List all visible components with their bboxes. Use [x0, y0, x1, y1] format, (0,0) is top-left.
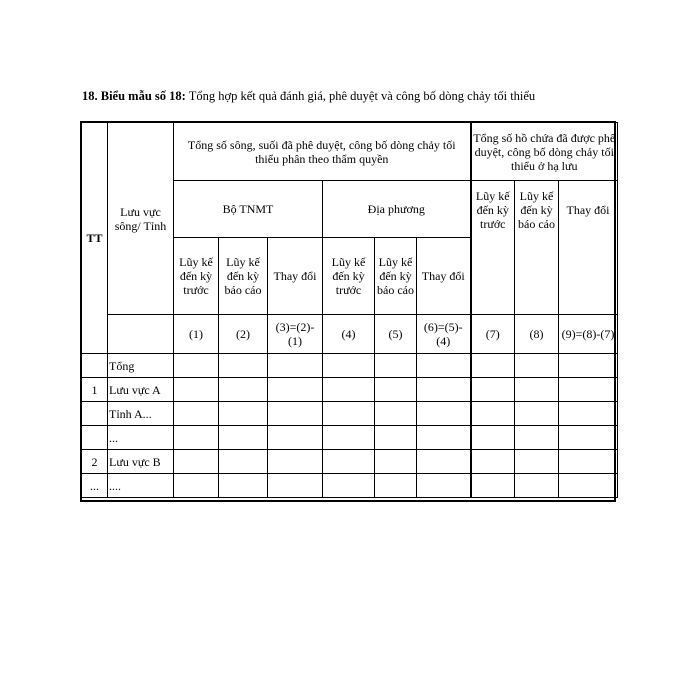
cell	[219, 402, 268, 426]
row-tt: 2	[82, 450, 108, 474]
cell	[471, 354, 515, 378]
cell	[375, 426, 417, 450]
cell	[268, 354, 323, 378]
cell	[515, 354, 559, 378]
cell	[417, 450, 471, 474]
cell	[174, 378, 219, 402]
header-loc-cum-report: Lũy kế đến kỳ báo cáo	[375, 238, 417, 315]
table-row	[82, 426, 618, 450]
cell	[174, 426, 219, 450]
row-tt	[82, 402, 108, 426]
table-row	[82, 402, 618, 426]
col-number-7: (7)	[471, 315, 515, 354]
header-loc-change: Thay đổi	[417, 238, 471, 315]
table-row	[82, 378, 618, 402]
cell	[559, 354, 618, 378]
cell	[174, 402, 219, 426]
header-row-1	[82, 123, 618, 181]
row-name: Tỉnh A...	[108, 402, 174, 426]
cell	[471, 378, 515, 402]
cell	[417, 378, 471, 402]
cell	[559, 378, 618, 402]
cell	[375, 402, 417, 426]
cell	[174, 450, 219, 474]
col-number-2: (2)	[219, 315, 268, 354]
header-min-cum-prev: Lũy kế đến kỳ trước	[174, 238, 219, 315]
col-number-8: (8)	[515, 315, 559, 354]
header-loc-cum-prev: Lũy kế đến kỳ trước	[323, 238, 375, 315]
cell	[515, 474, 559, 498]
blank-basin-cell	[108, 315, 174, 354]
cell	[323, 378, 375, 402]
cell	[219, 354, 268, 378]
table-row	[82, 474, 618, 498]
cell	[375, 450, 417, 474]
col-number-3: (3)=(2)-(1)	[268, 315, 323, 354]
col-number-9: (9)=(8)-(7)	[559, 315, 618, 354]
header-res-cum-prev: Lũy kế đến kỳ trước	[471, 181, 515, 315]
cell	[515, 378, 559, 402]
row-name: Lưu vực A	[108, 378, 174, 402]
cell	[417, 354, 471, 378]
cell	[375, 378, 417, 402]
row-name: Tổng	[108, 354, 174, 378]
row-name: ....	[108, 474, 174, 498]
cell	[219, 450, 268, 474]
cell	[471, 450, 515, 474]
cell	[515, 426, 559, 450]
cell	[219, 474, 268, 498]
cell	[515, 402, 559, 426]
summary-table	[81, 122, 618, 498]
row-tt	[82, 426, 108, 450]
header-tt: TT	[82, 123, 108, 354]
col-number-1: (1)	[174, 315, 219, 354]
cell	[323, 450, 375, 474]
cell	[471, 402, 515, 426]
cell	[375, 354, 417, 378]
row-name: ...	[108, 426, 174, 450]
cell	[268, 426, 323, 450]
row-tt: ...	[82, 474, 108, 498]
cell	[471, 474, 515, 498]
form-number: 18. Biểu mẫu số 18:	[82, 89, 186, 103]
cell	[559, 450, 618, 474]
col-number-6: (6)=(5)-(4)	[417, 315, 471, 354]
header-rivers-group: Tổng số sông, suối đã phê duyệt, công bố dòng chảy tối thiểu phân theo thẩm quyền	[174, 123, 471, 181]
row-tt: 1	[82, 378, 108, 402]
row-name: Lưu vực B	[108, 450, 174, 474]
cell	[559, 426, 618, 450]
cell	[268, 402, 323, 426]
cell	[219, 426, 268, 450]
header-reservoirs-group: Tổng số hồ chứa đã được phê duyệt, công bố dòng chảy tối thiểu ở hạ lưu	[471, 123, 618, 181]
form-title	[82, 89, 535, 104]
cell	[417, 426, 471, 450]
cell	[219, 378, 268, 402]
cell	[515, 450, 559, 474]
header-min-change: Thay đổi	[268, 238, 323, 315]
col-number-5: (5)	[375, 315, 417, 354]
col-number-4: (4)	[323, 315, 375, 354]
cell	[559, 402, 618, 426]
cell	[417, 402, 471, 426]
header-res-cum-report: Lũy kế đến kỳ báo cáo	[515, 181, 559, 315]
cell	[417, 474, 471, 498]
cell	[323, 354, 375, 378]
cell	[323, 426, 375, 450]
cell	[471, 426, 515, 450]
cell	[375, 474, 417, 498]
cell	[323, 474, 375, 498]
header-min-cum-report: Lũy kế đến kỳ báo cáo	[219, 238, 268, 315]
cell	[268, 378, 323, 402]
header-ministry: Bộ TNMT	[174, 181, 323, 238]
cell	[559, 474, 618, 498]
header-local: Địa phương	[323, 181, 471, 238]
cell	[268, 450, 323, 474]
cell	[323, 402, 375, 426]
header-row-4	[82, 315, 618, 354]
form-title-text: Tổng hợp kết quả đánh giá, phê duyệt và công bố dòng chảy tối thiểu	[185, 89, 536, 103]
cell	[174, 354, 219, 378]
header-res-change: Thay đổi	[559, 181, 618, 315]
table-row	[82, 354, 618, 378]
cell	[268, 474, 323, 498]
header-basin: Lưu vực sông/ Tỉnh	[108, 123, 174, 315]
cell	[174, 474, 219, 498]
table-row	[82, 450, 618, 474]
row-tt	[82, 354, 108, 378]
